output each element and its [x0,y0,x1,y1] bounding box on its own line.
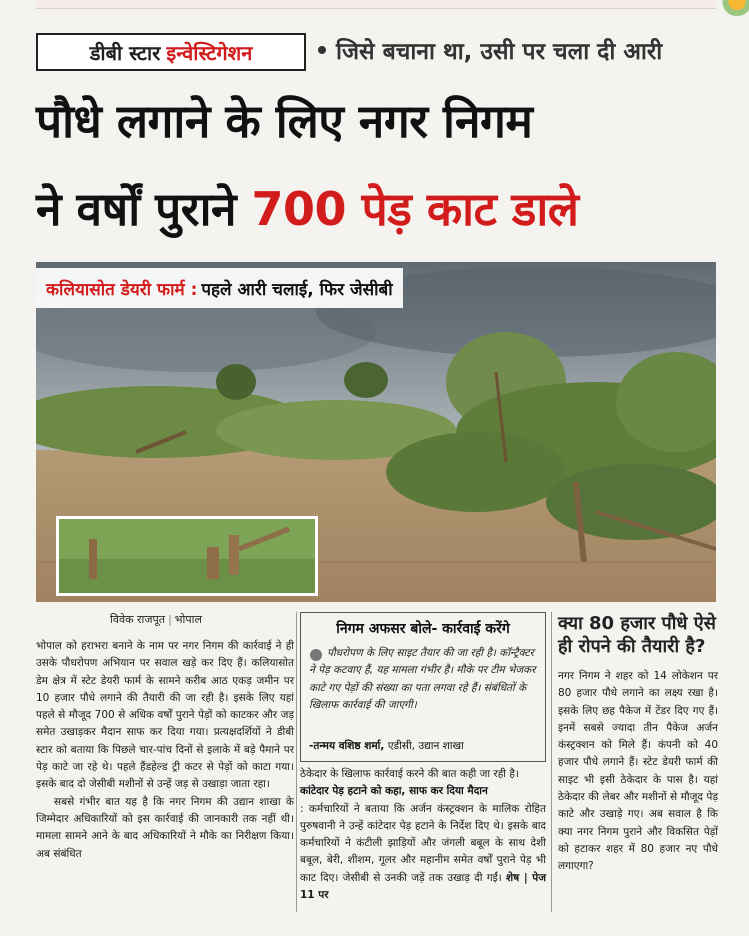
quote-signature [309,739,464,753]
article-column-2 [300,766,546,904]
headline-line-1: पौधे लगाने के लिए नगर निगम [36,94,533,148]
headline-highlight: 700 पेड़ काट डाले [251,182,579,236]
column-divider [296,612,297,912]
article-paragraph-2: सबसे गंभीर बात यह है कि नगर निगम की उद्यान शाखा के जिम्मेदार अधिकारियों को इस कार्रवाई की जानकारी तक नहीं थी। मामला सामने आने के बाद अधिकारियों ने मौके का निरीक्षण किया। अब संबंधित [36,795,294,860]
continued-note: शेष | पेज 11 पर [300,871,546,902]
quote-signature-name: -तन्मय वशिष्ठ शर्मा, [309,740,385,752]
bullet-icon [318,46,326,54]
article-column-1 [36,638,294,863]
sidebar-question-heading: क्या 80 हजार पौधे ऐसे ही रोपने की तैयारी है? [558,613,716,657]
quote-box-title: निगम अफसर बोले- कार्रवाई करेंगे [336,621,510,637]
byline: विवेक राजपूत | भोपाल [110,613,202,626]
quote-signature-role: एडीसी, उद्यान शाखा [387,740,464,752]
headline-line-2 [36,182,716,236]
kicker-label: डीबी स्टार [89,40,161,65]
sun-decoration-icon [709,0,749,16]
kicker-subtitle: जिसे बचाना था, उसी पर चला दी आरी [336,39,663,65]
article-paragraph-1: भोपाल को हराभरा बनाने के नाम पर नगर निगम की कार्रवाई ने ही उसके पौधरोपण अभियान पर सवाल खड़े कर दिए हैं। कलियासोत डेम क्षेत्र में स्टेट डेयरी फार्म के सामने करीब आठ एकड़ जमीन पर 10 हजार पौधे लगाने की तैयारी की जा रही है। इसके लिए यहां पहले से मौजूद 700 से अधिक वर्षों पुराने पेड़ों को काटकर और जड़ समेत उखाड़कर मैदान साफ कर दिया गया। प्रत्यक्षदर्शियों ने डीबी स्टार को बताया कि पिछले चार-पांच दिनों से इलाके में बड़े पैमाने पर पेड़ काटे जा रहे थे। पहले हैंडहेल्ड ट्री कटर से पेड़ों को काटा गया। इसके बाद दो जेसीबी मशीनों से उन्हें जड़ से उखाड़ा जाता रहा। [36,640,294,791]
section-kicker [36,33,306,71]
photo-caption [36,268,403,308]
stumps-photo [59,519,315,593]
caption-text: पहले आरी चलाई, फिर जेसीबी [201,279,393,300]
column-2-subhead: कांटेदार पेड़ हटाने को कहा, साफ कर दिया मैदान [300,785,488,798]
column-2-body: : कर्मचारियों ने बताया कि अर्जन कंस्ट्रक्शन के मालिक रोहित पुरुषवानी ने उन्हें कांटेदार पेड़ हटाने के निर्देश दिए थे। इसके बाद कर्मचारियों ने कंटीली झाड़ियों और जंगली बबूल के साथ देशी बबूल, बेरी, शीशम, गूलर और महानीम समेत वर्षों पुराने पेड़ भी काट दिए। जेसीबी से उनकी जड़ें तक उखाड़ दी गईं। [300,802,546,884]
official-quote-box [300,612,546,762]
column-divider [551,612,552,912]
inset-photo [56,516,318,596]
headline-line-2-prefix: ने वर्षों पुराने [36,182,237,236]
masthead-strip [36,0,716,9]
article-column-3 [558,668,718,876]
quote-text: पौधरोपण के लिए साइट तैयार की जा रही है। कॉन्ट्रैक्टर ने पेड़ कटवाए हैं, यह मामला गंभीर है। मौके पर टीम भेजकर काटे गए पेड़ों की संख्या का पता लगवा रहे हैं। संबंधितों के खिलाफ कार्रवाई की जाएगी। [309,647,536,711]
byline-author: विवेक राजपूत [110,613,166,626]
caption-place: कलियासोत डेयरी फार्म : [46,279,198,300]
sidebar-body: नगर निगम ने शहर को 14 लोकेशन पर 80 हजार पौधे लगाने का लक्ष्य रखा है। इसके लिए छह पैकेज में टेंडर दिए गए हैं। इनमें सबसे ज्यादा तीन पैकेज अर्जन कंस्ट्रक्शन को मिले हैं। कंपनी को 40 हजार पौधे लगाने हैं। स्टेट डेयरी फार्म की साइट भी इसी ठेकेदार के पास है। यहां ठेकेदार की लेबर और मशीनों से मौजूद पेड़ काटे और उखाड़े गए। अब सवाल है कि क्या नगर निगम पुराने और विकसित पेड़ों को हटाकर शहर में 80 हजार नए पौधे लगाएगा? [558,670,718,873]
byline-city: भोपाल [174,613,202,626]
column-2-lead: ठेकेदार के खिलाफ कार्रवाई करने की बात कही जा रही है। [300,768,519,780]
kicker-label-highlight: इन्वेस्टिगेशन [166,40,253,65]
